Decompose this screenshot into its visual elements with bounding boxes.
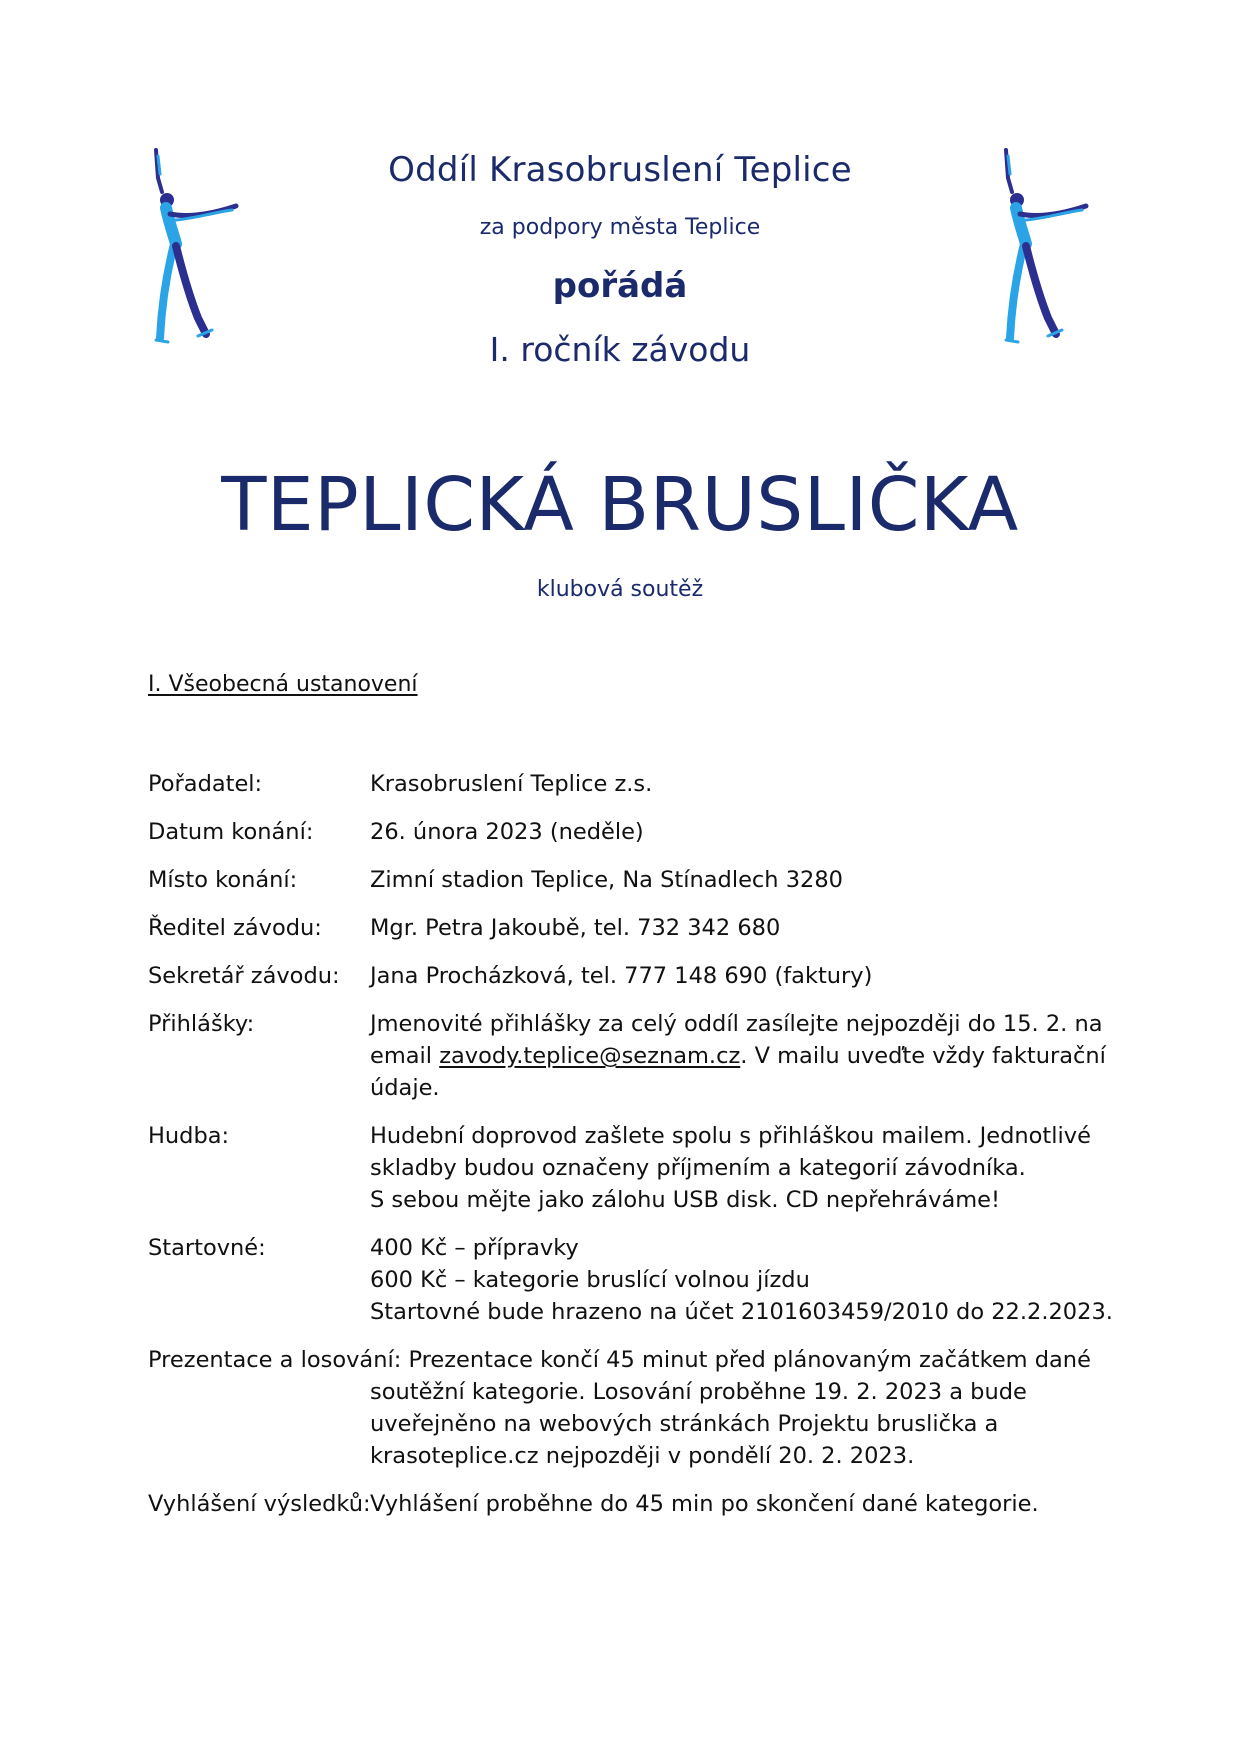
row-organizer xyxy=(148,768,1108,800)
event-title: TEPLICKÁ BRUSLIČKA xyxy=(221,462,1019,548)
row-value-line: Hudební doprovod zašlete spolu s přihláškou mailem. Jednotlivé xyxy=(370,1123,1091,1149)
row-value: Mgr. Petra Jakoubě, tel. 732 342 680 xyxy=(370,915,781,941)
row-date xyxy=(148,816,1108,848)
row-value: Vyhlášení proběhne do 45 min po skončení dané kategorie. xyxy=(370,1491,1039,1517)
row-secretary xyxy=(148,960,1108,992)
row-entry-fee xyxy=(148,1232,1113,1328)
row-presentation xyxy=(148,1344,1108,1472)
email-link[interactable]: zavody.teplice@seznam.cz xyxy=(439,1043,741,1069)
section-heading: I. Všeobecná ustanovení xyxy=(148,672,418,697)
email-prefix: email xyxy=(370,1043,440,1069)
row-value-line: S sebou mějte jako zálohu USB disk. CD nepřehráváme! xyxy=(370,1187,1001,1213)
row-value-line: krasoteplice.cz nejpozději v pondělí 20. 2. 2023. xyxy=(370,1443,915,1469)
row-label: Vyhlášení výsledků: xyxy=(148,1491,371,1517)
row-value-line: 600 Kč – kategorie bruslící volnou jízdu xyxy=(370,1267,810,1293)
row-label: Pořadatel: xyxy=(148,771,263,797)
row-value-line: 400 Kč – přípravky xyxy=(370,1235,579,1261)
row-value-line: Startovné bude hrazeno na účet 2101603459/2010 do 22.2.2023. xyxy=(370,1299,1113,1325)
edition-line: I. ročník závodu xyxy=(489,330,751,369)
row-label: Hudba: xyxy=(148,1123,230,1149)
row-label: Startovné: xyxy=(148,1235,266,1261)
row-value-line: Prezentace končí 45 minut před plánovaným začátkem dané xyxy=(408,1347,1091,1373)
row-value-line: soutěžní kategorie. Losování proběhne 19. 2. 2023 a bude xyxy=(370,1379,1027,1405)
event-subtitle: klubová soutěž xyxy=(536,577,704,602)
row-value: Zimní stadion Teplice, Na Stínadlech 3280 xyxy=(370,867,843,893)
row-value: 26. února 2023 (neděle) xyxy=(370,819,644,845)
row-value-line xyxy=(370,1040,1108,1072)
row-value-line: Jmenovité přihlášky za celý oddíl zasílejte nejpozději do 15. 2. na xyxy=(370,1011,1103,1037)
row-music xyxy=(148,1120,1108,1216)
row-venue xyxy=(148,864,1108,896)
row-label: Datum konání: xyxy=(148,819,314,845)
row-value: Krasobruslení Teplice z.s. xyxy=(370,771,653,797)
row-value: Jana Procházková, tel. 777 148 690 (faktury) xyxy=(370,963,873,989)
row-label: Sekretář závodu: xyxy=(148,963,340,989)
row-director xyxy=(148,912,1108,944)
row-label: Místo konání: xyxy=(148,867,298,893)
organizes-line: pořádá xyxy=(552,266,688,306)
row-value-line: uveřejněno na webových stránkách Projektu bruslička a xyxy=(370,1411,999,1437)
support-line: za podpory města Teplice xyxy=(479,215,761,240)
row-label-and-first-line xyxy=(148,1344,1108,1376)
row-label: Přihlášky: xyxy=(148,1011,255,1037)
row-value-line: skladby budou označeny příjmením a kategorií závodníka. xyxy=(370,1155,1026,1181)
row-label: Ředitel závodu: xyxy=(148,915,322,941)
row-label: Prezentace a losování: xyxy=(148,1347,402,1373)
email-suffix: . V mailu uveďte vždy fakturační xyxy=(740,1043,1106,1069)
row-registrations xyxy=(148,1008,1108,1104)
row-value-line: údaje. xyxy=(370,1075,440,1101)
row-results xyxy=(148,1488,1108,1520)
organization-name: Oddíl Krasobruslení Teplice xyxy=(388,150,852,190)
info-table xyxy=(148,768,1113,1536)
